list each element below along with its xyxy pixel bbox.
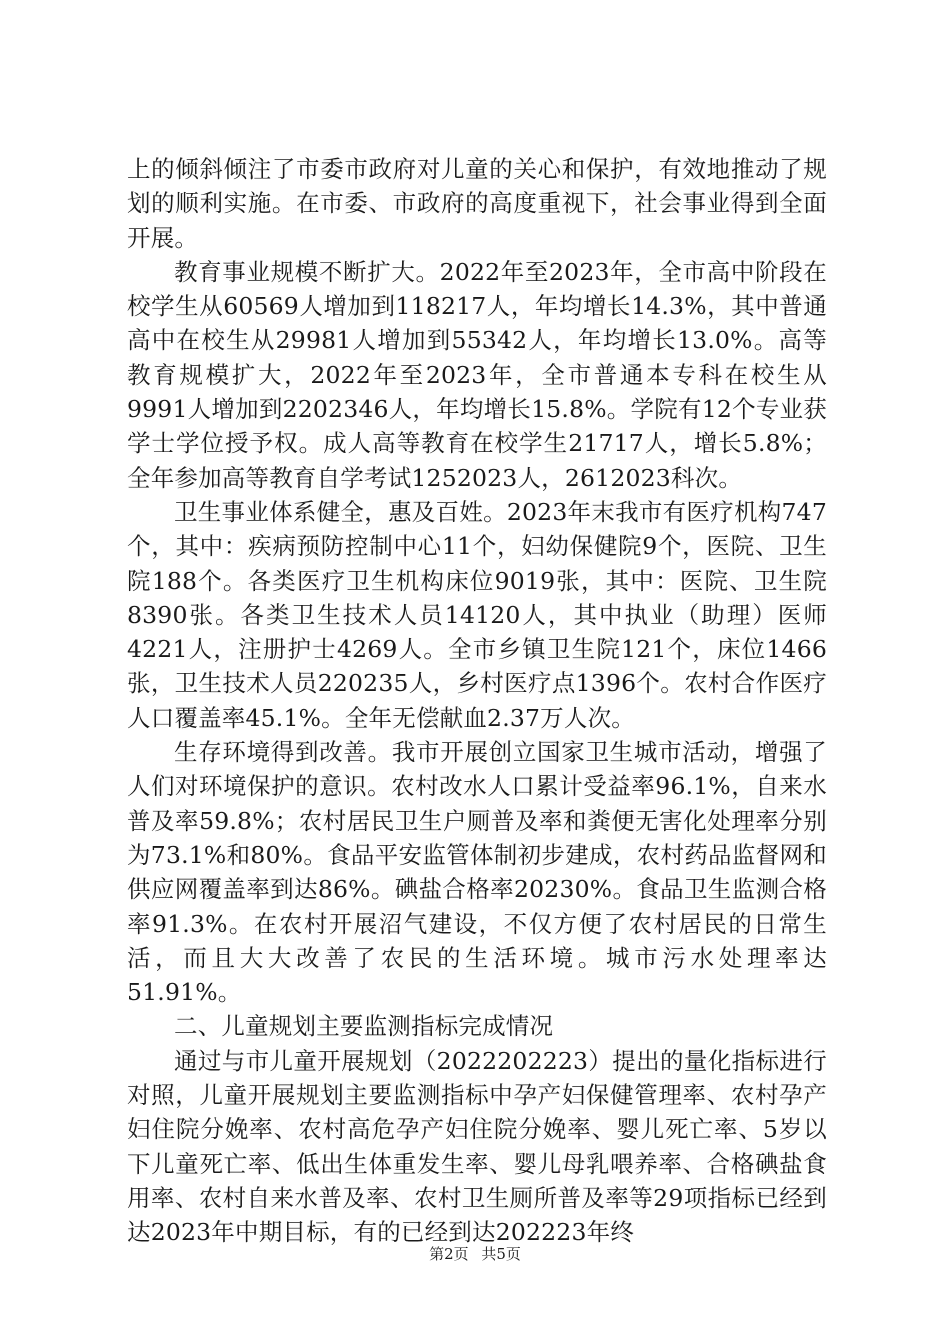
paragraph-continuation: 上的倾斜倾注了市委市政府对儿童的关心和保护，有效地推动了规划的顺利实施。在市委、市政府的高度重视下，社会事业得到全面开展。: [127, 155, 827, 252]
page-number: 第2页: [429, 1245, 469, 1263]
section-heading: 二、儿童规划主要监测指标完成情况: [174, 1012, 554, 1041]
paragraph-education: 教育事业规模不断扩大。2022年至2023年，全市高中阶段在校学生从60569人增加到118217人，年均增长14.3%，其中普通高中在校生从29981人增加到55342人，年均增长13.0%。高等教育规模扩大，2022年至2023年，全市普通本专科在校生从9991人增加到2202346人，年均增长15.8%。学院有12个专业获学士学位授予权。成人高等教育在校学生21717人，增长5.8%；全年参加高等教育自学考试1252023人，2612023科次。: [127, 257, 827, 492]
paragraph-environment: 生存环境得到改善。我市开展创立国家卫生城市活动，增强了人们对环境保护的意识。农村改水人口累计受益率96.1%，自来水普及率59.8%；农村居民卫生户厕普及率和粪便无害化处理率分别为73.1%和80%。食品平安监管体制初步建成，农村药品监督网和供应网覆盖率到达86%。碘盐合格率20230%。食品卫生监测合格率91.3%。在农村开展沼气建设，不仅方便了农村居民的日常生活，而且大大改善了农民的生活环境。城市污水处理率达51.91%。: [127, 738, 827, 1007]
paragraph-health: 卫生事业体系健全，惠及百姓。2023年末我市有医疗机构747个，其中：疾病预防控制中心11个，妇幼保健院9个，医院、卫生院188个。各类医疗卫生机构床位9019张，其中：医院、卫生院8390张。各类卫生技术人员14120人，其中执业（助理）医师4221人，注册护士4269人。全市乡镇卫生院121个，床位1466张，卫生技术人员220235人，乡村医疗点1396个。农村合作医疗人口覆盖率45.1%。全年无偿献血2.37万人次。: [127, 497, 827, 732]
document-body: [127, 152, 827, 1250]
page-total: 共5页: [481, 1245, 521, 1263]
paragraph-indicators: 通过与市儿童开展规划（2022202223）提出的量化指标进行对照，儿童开展规划主要监测指标中孕产妇保健管理率、农村孕产妇住院分娩率、农村高危孕产妇住院分娩率、婴儿死亡率、5岁以下儿童死亡率、低出生体重发生率、婴儿母乳喂养率、合格碘盐食用率、农村自来水普及率、农村卫生厕所普及率等29项指标已经到达2023年中期目标，有的已经到达202223年终: [127, 1046, 827, 1247]
page-footer: [0, 1244, 950, 1264]
